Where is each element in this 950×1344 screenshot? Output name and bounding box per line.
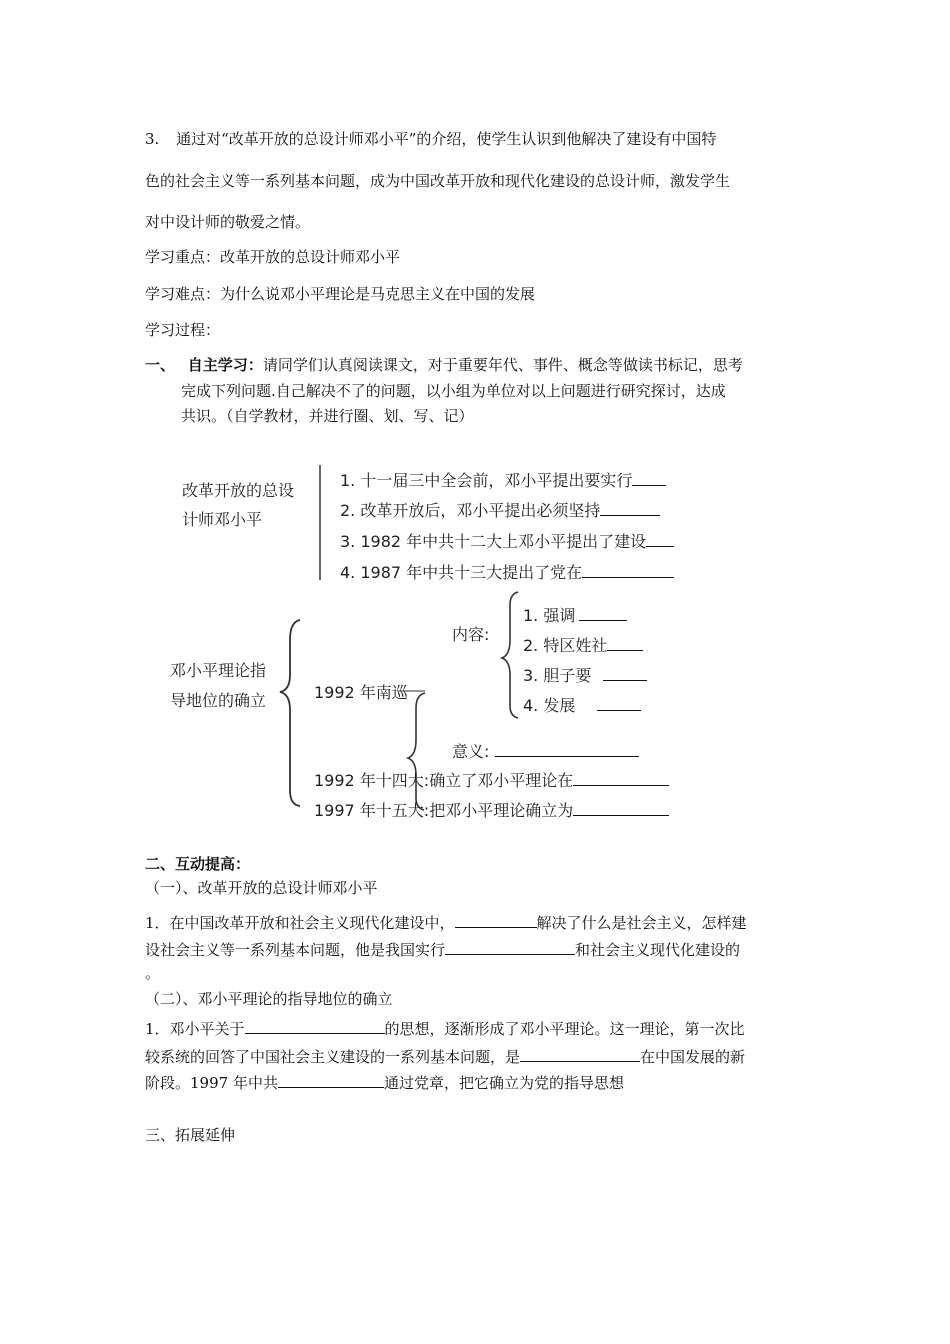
answer-blank[interactable] [607,635,643,651]
item-text: 4. 1987 年中共十三大提出了党在 [340,563,583,582]
objective-number: 3. [145,130,160,148]
section1-text: 请同学们认真阅读课文，对于重要年代、事件、概念等做读书标记，思考 [262,356,743,374]
item-text: 3. 胆子要 [523,666,592,685]
item-text: 1. 十一届三中全会前，邓小平提出要实行 [340,471,633,490]
section2-sub2: （二）、邓小平理论的指导地位的确立 [145,990,393,1008]
content-item-2 [523,633,643,656]
question-text: 设社会主义等一系列基本问题，他是我国实行 [145,941,446,959]
congress14-label: 1992 年十四大: [314,771,430,790]
question-1-line3: 。 [145,964,161,982]
content-label: 内容: [452,625,490,644]
item-text: 4. 发展 [523,696,576,715]
section2-sub1: （一）、改革开放的总设计师邓小平 [145,879,378,897]
answer-blank[interactable] [597,695,641,711]
item-text: 2. 特区姓社 [523,636,608,655]
question-text: 在中国发展的新 [640,1048,746,1066]
answer-blank[interactable] [573,770,669,786]
answer-blank[interactable] [579,605,627,621]
significance [452,739,639,762]
question-2-line2 [145,1046,745,1067]
objective-line: 色的社会主义等一系列基本问题，成为中国改革开放和现代化建设的总设计师，激发学生 [145,172,731,190]
answer-blank[interactable] [520,1046,640,1062]
answer-blank[interactable] [646,531,674,547]
topic1-item-2 [340,498,660,521]
answer-blank[interactable] [245,1018,385,1034]
section3-title: 三、拓展延伸 [145,1126,236,1144]
answer-blank[interactable] [455,912,537,928]
section2-title: 二、互动提高： [145,855,251,873]
question-text: 较系统的回答了中国社会主义建设的一系列基本问题，是 [145,1048,521,1066]
section1-title: 自主学习： [187,356,263,374]
difficulty: 学习难点：为什么说邓小平理论是马克思主义在中国的发展 [145,285,536,303]
topic2-label: 邓小平理论指 [170,661,267,680]
question-text: 通过党章，把它确立为党的指导思想 [383,1074,624,1092]
congress15-text: 把邓小平理论确立为 [429,801,574,820]
content-item-1 [523,603,627,626]
answer-blank[interactable] [495,741,639,757]
process-heading: 学习过程： [145,321,221,339]
section1-line2: 完成下列问题.自己解决不了的问题，以小组为单位对以上问题进行研究探讨，达成 [181,382,726,400]
question-text: 和社会主义现代化建设的 [575,941,741,959]
topic1-label: 改革开放的总设 [182,481,295,500]
objective-line: 通过对“改革开放的总设计师邓小平”的介绍，使学生认识到他解决了建设有中国特 [176,130,717,148]
item-text: 1. 强调 [523,606,576,625]
question-2-line3 [145,1072,624,1093]
answer-blank[interactable] [573,800,669,816]
answer-blank[interactable] [582,562,674,578]
item-text: 2. 改革开放后，邓小平提出必须坚持 [340,501,601,520]
question-1-line2 [145,939,740,960]
answer-blank[interactable] [278,1072,384,1088]
question-text: 解决了什么是社会主义，怎样建 [536,914,747,932]
item-text: 3. 1982 年中共十二大上邓小平提出了建设 [340,532,647,551]
question-text: 的思想，逐渐形成了邓小平理论。这一理论，第一次比 [384,1020,745,1038]
question-text: 1．在中国改革开放和社会主义现代化建设中， [145,914,455,932]
question-2-line1 [145,1018,745,1039]
content-item-3 [523,663,647,686]
topic1-item-3 [340,529,674,552]
congress14-text: 确立了邓小平理论在 [429,771,574,790]
key-point: 学习重点：改革开放的总设计师邓小平 [145,248,401,266]
answer-blank[interactable] [600,500,660,516]
answer-blank[interactable] [603,665,647,681]
question-1-line1 [145,912,747,933]
content-item-4 [523,693,641,716]
answer-blank[interactable] [445,939,575,955]
question-text: 阶段。1997 年中共 [145,1074,278,1092]
congress14-row [314,768,669,791]
topic1-label: 计师邓小平 [182,510,263,529]
question-text: 1．邓小平关于 [145,1020,245,1038]
objective-line: 对中设计师的敬爱之情。 [145,213,311,231]
topic2-label: 导地位的确立 [170,691,267,710]
topic1-item-4 [340,560,674,583]
south-tour-label: 1992 年南巡 [314,683,408,702]
congress15-row [314,798,669,821]
topic1-item-1 [340,468,666,491]
answer-blank[interactable] [632,470,666,486]
significance-label: 意义: [452,742,490,761]
congress15-label: 1997 年十五大: [314,801,430,820]
section1-number: 一、 [145,356,176,374]
section1-line3: 共识。（自学教材，并进行圈、划、写、记） [181,407,474,425]
